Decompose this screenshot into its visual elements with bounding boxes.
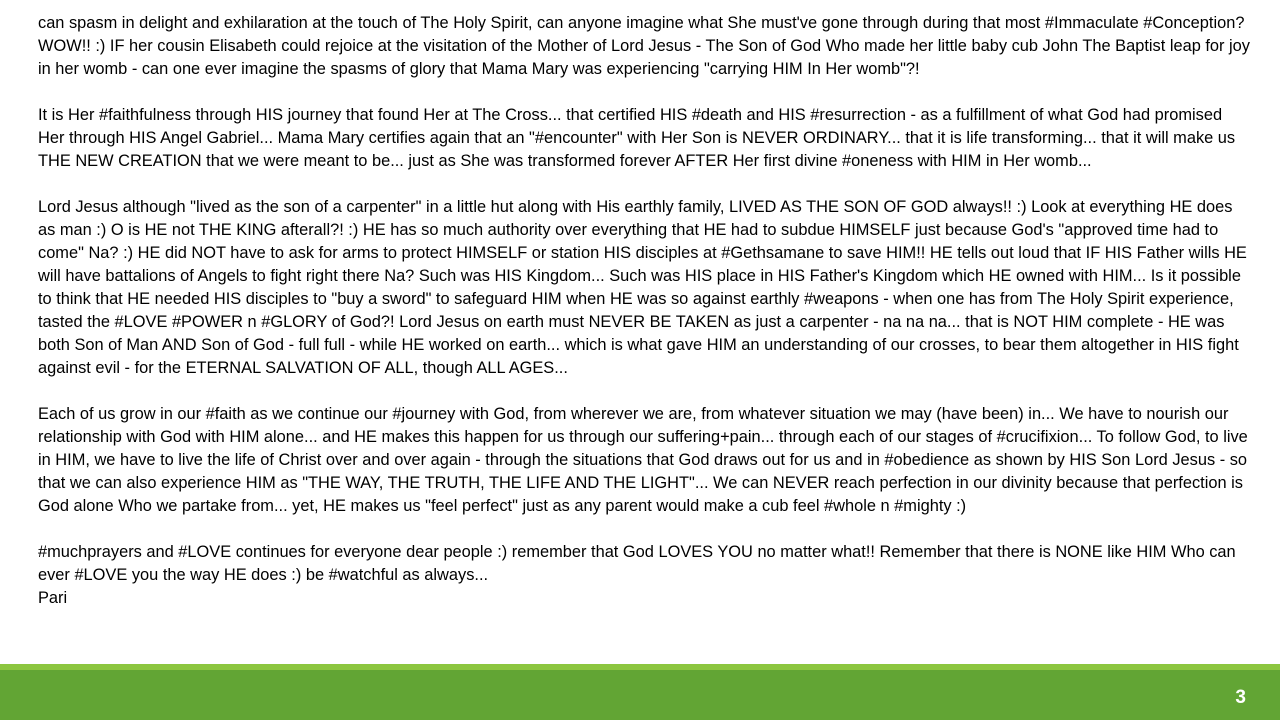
paragraph-2: It is Her #faithfulness through HIS journey that found Her at The Cross... that certified HIS #death and HIS #resurrection - as a fulfillment of what God had promised Her through HIS Angel Gabriel... Mama Mary certifies again that an "#encounter" with Her Son is NEVER ORDINARY... that it is life transforming... that it will make us THE NEW CREATION that we were meant to be... just as She was transformed forever AFTER Her first divine #oneness with HIM in Her womb... bbox=[38, 106, 1236, 170]
signature: Pari bbox=[38, 589, 68, 607]
paragraph-1: can spasm in delight and exhilaration at the touch of The Holy Spirit, can anyone imagine what She must've gone through during that most #Immaculate #Conception? WOW!! :) IF her cousin Elisabeth could rejoice at the visitation of the Mother of Lord Jesus - The Son of God Who made her little baby cub John The Baptist leap for joy in her womb - can one ever imagine the spasms of glory that Mama Mary was experiencing "carrying HIM In Her womb"?! bbox=[38, 14, 1250, 78]
paragraph-4: Each of us grow in our #faith as we continue our #journey with God, from wherever we are, from whatever situation we may (have been) in... We have to nourish our relationship with God with HIM alone... and HE makes this happen for us through our suffering+pain... through each of our stages of #crucifixion... To follow God, to live in HIM, we have to live the life of Christ over and over again - through the situations that God draws out for us and in #obedience as shown by HIS Son Lord Jesus - so that we can also experience HIM as "THE WAY, THE TRUTH, THE LIFE AND THE LIGHT"... We can NEVER reach perfection in our divinity because that perfection is God alone Who we partake from... yet, HE makes us "feel perfect" just as any parent would make a cub feel #whole n #mighty :) bbox=[38, 405, 1248, 515]
paragraph-5-text: #muchprayers and #LOVE continues for everyone dear people :) remember that God LOVES YOU no matter what!! Remember that there is NONE like HIM Who can ever #LOVE you the way HE does :) be #watchful as always... bbox=[38, 543, 1236, 584]
page-number: 3 bbox=[1235, 687, 1246, 708]
slide-body-text bbox=[38, 12, 1252, 610]
footer-bar bbox=[0, 670, 1280, 720]
paragraph-5 bbox=[38, 541, 1252, 610]
paragraph-3: Lord Jesus although "lived as the son of a carpenter" in a little hut along with His earthly family, LIVED AS THE SON OF GOD always!! :) Look at everything HE does as man :) O is HE not THE KING afterall?! :) HE has so much authority over everything that HE had to subdue HIMSELF just because God's "approved time had to come" Na? :) HE did NOT have to ask for arms to protect HIMSELF or station HIS disciples at #Gethsamane to save HIM!! HE tells out loud that IF HIS Father wills HE will have battalions of Angels to fight right there Na? Such was HIS Kingdom... Such was HIS place in HIS Father's Kingdom which HE owned with HIM... Is it possible to think that HE needed HIS disciples to "buy a sword" to safeguard HIM when HE was so against earthly #weapons - when one has from The Holy Spirit experience, tasted the #LOVE #POWER n #GLORY of God?! Lord Jesus on earth must NEVER BE TAKEN as just a carpenter - na na na... that is NOT HIM complete - HE was both Son of Man AND Son of God - full full - while HE worked on earth... which is what gave HIM an understanding of our crosses, to bear them altogether in HIS fight against evil - for the ETERNAL SALVATION OF ALL, though ALL AGES... bbox=[38, 198, 1247, 377]
